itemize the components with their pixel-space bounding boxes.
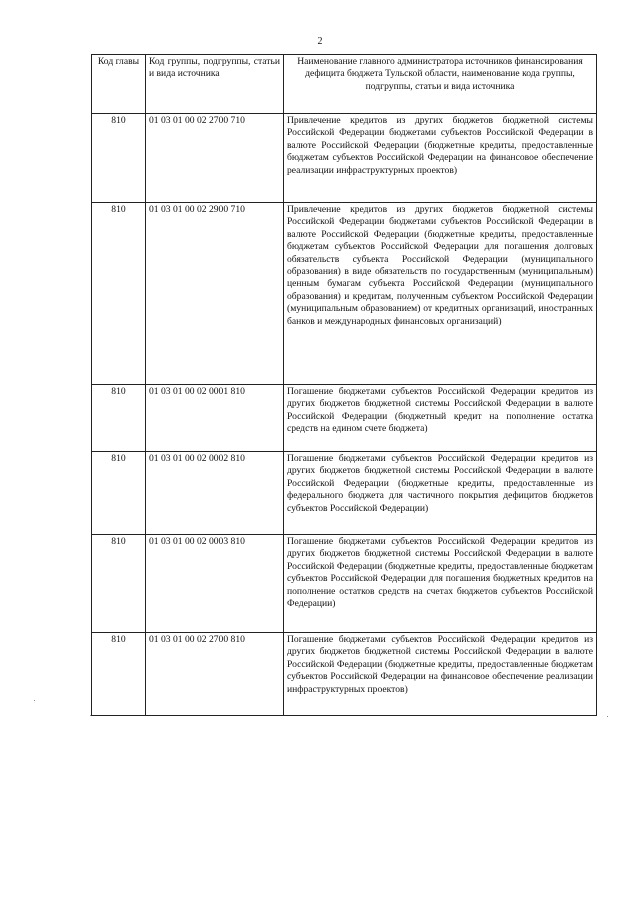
source-code-cell: 01 03 01 00 02 2700 810 [146, 633, 284, 716]
header-group-code: Код группы, подгруппы, статьи и вида источника [146, 55, 284, 114]
table-row [92, 385, 597, 452]
table-row [92, 452, 597, 535]
source-name-cell: Погашение бюджетами субъектов Российской Федерации кредитов из других бюджетов бюджетной системы Российской Федерации в валюте Российской Федерации (бюджетные кредиты, предоставленные бюджетам субъектов Российской Федерации для погашения бюджетных кредитов на пополнение остатков средств на счетах бюджетов субъектов Российской Федерации) [284, 535, 597, 633]
chapter-code-cell: 810 [92, 385, 146, 452]
table-body [92, 114, 597, 716]
source-code-cell: 01 03 01 00 02 2700 710 [146, 114, 284, 203]
scan-speck [607, 716, 608, 717]
source-code-cell: 01 03 01 00 02 0003 810 [146, 535, 284, 633]
chapter-code-cell: 810 [92, 114, 146, 203]
source-name-cell: Погашение бюджетами субъектов Российской Федерации кредитов из других бюджетов бюджетной системы Российской Федерации в валюте Российской Федерации (бюджетный кредит на пополнение остатка средств на едином счете бюджета) [284, 385, 597, 452]
header-chapter-code: Код главы [92, 55, 146, 114]
table-header [92, 55, 597, 114]
chapter-code-cell: 810 [92, 452, 146, 535]
scan-speck [34, 700, 35, 701]
budget-sources-table [91, 54, 597, 716]
source-name-cell: Привлечение кредитов из других бюджетов бюджетной системы Российской Федерации бюджетами субъектов Российской Федерации в валюте Российской Федерации (бюджетные кредиты, предоставленные бюджетам субъектов Российской Федерации для погашения долговых обязательств субъекта Российской Федерации (муниципального образования) в виде обязательств по государственным (муниципальным) ценным бумагам субъекта Российской Федерации (муниципального образования) и кредитам, полученным субъектом Российской Федерации (муниципальным образованием) от кредитных организаций, иностранных банков и международных финансовых организаций) [284, 203, 597, 385]
header-name: Наименование главного администратора источников финансирования дефицита бюджета Тульской области, наименование кода группы, подгруппы, статьи и вида источника [284, 55, 597, 114]
scan-speck [90, 715, 91, 716]
source-code-cell: 01 03 01 00 02 0001 810 [146, 385, 284, 452]
table-row [92, 535, 597, 633]
chapter-code-cell: 810 [92, 203, 146, 385]
source-name-cell: Погашение бюджетами субъектов Российской Федерации кредитов из других бюджетов бюджетной системы Российской Федерации в валюте Российской Федерации (бюджетные кредиты, предоставленные из федерального бюджета для частичного покрытия дефицитов бюджетов субъектов Российской Федерации) [284, 452, 597, 535]
table-row [92, 633, 597, 716]
page-number: 2 [317, 36, 323, 47]
source-code-cell: 01 03 01 00 02 0002 810 [146, 452, 284, 535]
chapter-code-cell: 810 [92, 633, 146, 716]
source-code-cell: 01 03 01 00 02 2900 710 [146, 203, 284, 385]
source-name-cell: Привлечение кредитов из других бюджетов бюджетной системы Российской Федерации бюджетами субъектов Российской Федерации в валюте Российской Федерации (бюджетные кредиты, предоставленные бюджетам субъектов Российской Федерации на финансовое обеспечение реализации инфраструктурных проектов) [284, 114, 597, 203]
table-row [92, 114, 597, 203]
table-row [92, 203, 597, 385]
chapter-code-cell: 810 [92, 535, 146, 633]
source-name-cell: Погашение бюджетами субъектов Российской Федерации кредитов из других бюджетов бюджетной системы Российской Федерации в валюте Российской Федерации (бюджетные кредиты, предоставленные бюджетам субъектов Российской Федерации на финансовое обеспечение реализации инфраструктурных проектов) [284, 633, 597, 716]
table-header-row [92, 55, 597, 114]
